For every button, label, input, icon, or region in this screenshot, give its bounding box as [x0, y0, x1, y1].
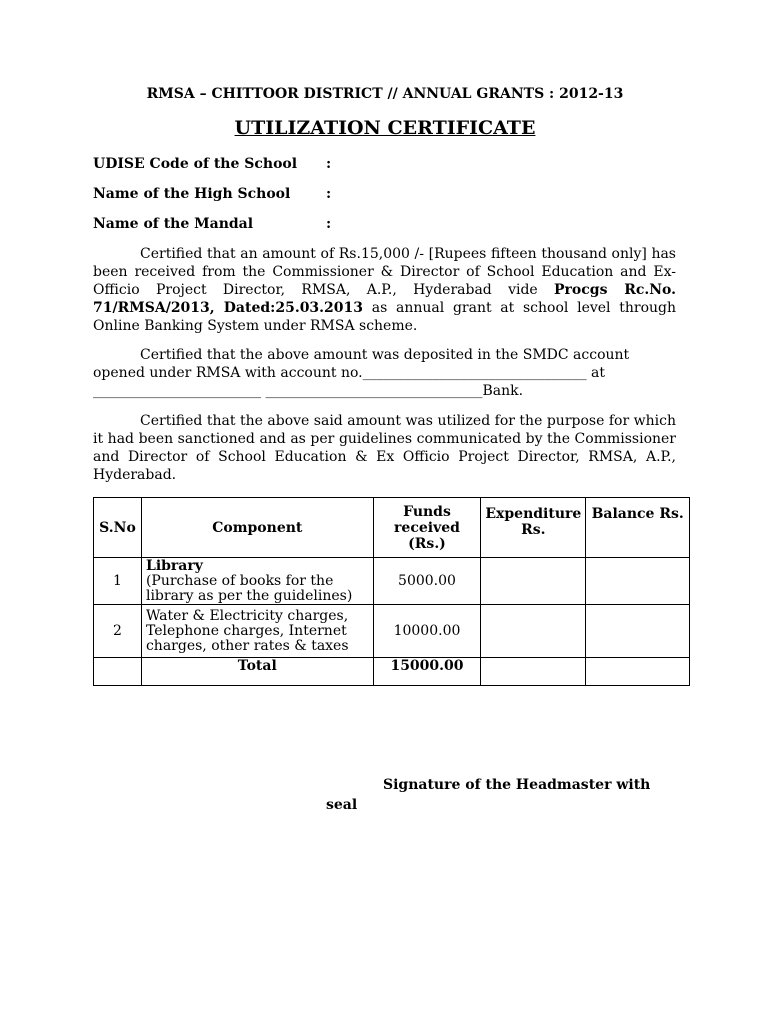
header-balance: Balance Rs. — [586, 498, 690, 558]
header-sno: S.No — [94, 498, 142, 558]
row-sno: 1 — [94, 558, 142, 605]
signature-line-2: seal — [326, 797, 358, 813]
component-title: Library — [145, 557, 203, 574]
certification-paragraph-3 — [93, 412, 676, 484]
para1-text-b: as annual grant at school level through Online Banking System under RMSA scheme. — [93, 300, 677, 334]
row-funds: 10000.00 — [373, 605, 481, 658]
header-component: Component — [141, 498, 373, 558]
grants-table — [93, 497, 690, 686]
document-header: RMSA – CHITTOOR DISTRICT // ANNUAL GRANTS : 2012-13 — [146, 86, 624, 102]
row-expenditure — [481, 605, 586, 658]
certification-paragraph-2 — [93, 346, 676, 400]
table-row — [94, 558, 690, 605]
field-colon: : — [326, 156, 332, 172]
total-value: 15000.00 — [373, 658, 481, 686]
field-label: Name of the High School — [93, 186, 291, 202]
certification-paragraph-1 — [93, 245, 676, 335]
para2-line-3: ________________________ _______________________________Bank. — [93, 383, 524, 399]
signature-line-1: Signature of the Headmaster with — [383, 777, 651, 793]
header-expenditure: Expenditure Rs. — [481, 498, 586, 558]
mandal-name-field — [93, 216, 332, 232]
header-funds: Funds received (Rs.) — [373, 498, 481, 558]
total-bal-blank — [586, 658, 690, 686]
row-expenditure — [481, 558, 586, 605]
document-title: UTILIZATION CERTIFICATE — [234, 117, 536, 139]
para2-line-1: Certified that the above amount was deposited in the SMDC account — [140, 347, 630, 363]
total-blank — [94, 658, 142, 686]
component-desc: Water & Electricity charges, Telephone charges, Internet charges, other rates & taxes — [145, 607, 349, 654]
row-component — [141, 605, 373, 658]
table-total-row — [94, 658, 690, 686]
row-balance — [586, 605, 690, 658]
table-row — [94, 605, 690, 658]
row-funds: 5000.00 — [373, 558, 481, 605]
field-colon: : — [326, 186, 332, 202]
para3-text: Certified that the above said amount was utilized for the purpose for which it had been sanctioned and as per guidelines communicated by the Commissioner and Director of School Education & Ex Officio Project Director, RMSA, A.P., Hyderabad. — [93, 413, 676, 483]
total-exp-blank — [481, 658, 586, 686]
field-label: UDISE Code of the School — [93, 156, 298, 172]
component-desc: (Purchase of books for the library as per the guidelines) — [145, 572, 353, 604]
total-label: Total — [141, 658, 373, 686]
proceedings-reference: Procgs Rc.No. 71/RMSA/2013, Dated:25.03.2013 — [93, 282, 676, 316]
para2-line-2: opened under RMSA with account no.________________________________ at — [93, 365, 606, 381]
row-balance — [586, 558, 690, 605]
udise-code-field — [93, 156, 332, 172]
field-colon: : — [326, 216, 332, 232]
para1-text-a: Certified that an amount of Rs.15,000 /- [Rupees fifteen thousand only] has been received from the Commissioner & Director of School Education and Ex-Officio Project Director, RMSA, A.P., Hyderabad vide — [93, 246, 676, 298]
row-component — [141, 558, 373, 605]
school-name-field — [93, 186, 332, 202]
row-sno: 2 — [94, 605, 142, 658]
table-header-row — [94, 498, 690, 558]
field-label: Name of the Mandal — [93, 216, 254, 232]
